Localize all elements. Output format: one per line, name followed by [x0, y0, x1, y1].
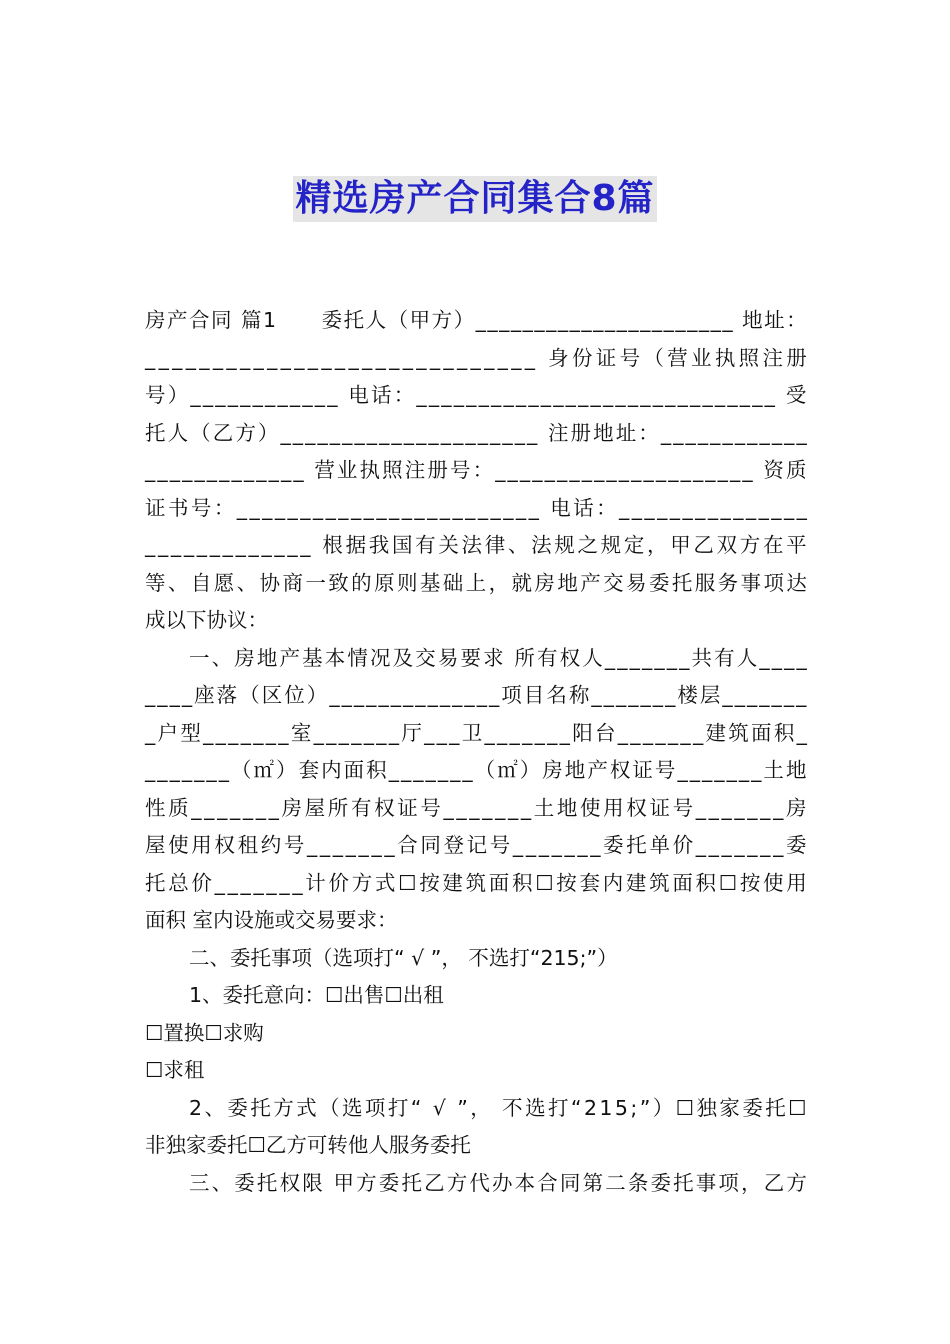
text-line: 托 总 价 _ _ _ _ _ _ _ 计 价 方 式 ☐ 按 建 筑 面 积 ☐ 按 套 内 建 筑 面 积 ☐ 按 使 用: [145, 870, 807, 895]
contract-body: [145, 302, 807, 1202]
text-line: _ 户 型 _ _ _ _ _ _ _ 室 _ _ _ _ _ _ _ 厅 _ _ _ 卫 _ _ _ _ _ _ _ 阳 台 _ _ _ _ _ _ _ 建 筑 面 积 _: [145, 720, 807, 745]
text-line: 托 人 （ 乙 方 ） _ _ _ _ _ _ _ _ _ _ _ _ _ _ _ _ _ _ _ _ _ 注 册 地 址 ： _ _ _ _ _ _ _ _ _ _ _ _: [145, 420, 807, 445]
text-line: 二、委托事项（选项打“ √ ”， 不选打“215;”）: [189, 945, 618, 970]
text-line: _ _ _ _ _ _ _ _ _ _ _ _ _ _ _ _ _ _ _ _ _ _ _ _ _ _ _ _ _ 身 份 证 号 （ 营 业 执 照 注 册: [145, 345, 807, 370]
text-line: 一 、 房 地 产 基 本 情 况 及 交 易 要 求 所 有 权 人 _ _ _ _ _ _ _ 共 有 人 _ _ _ _: [189, 645, 807, 670]
text-line: 号 ） _ _ _ _ _ _ _ _ _ _ _ _ 电 话 ： _ _ _ _ _ _ _ _ _ _ _ _ _ _ _ _ _ _ _ _ _ _ _ _ _ _ _ _ _ 受: [145, 383, 807, 407]
text-line: 成以下协议：: [145, 608, 268, 632]
text-line: 1、委托意向：☐出售☐出租: [189, 983, 444, 1007]
title-container: [0, 176, 950, 222]
document-title: 精选房产合同集合8篇: [293, 176, 656, 222]
text-line: 2 、 委 托 方 式 （ 选 项 打 “ √ ” ， 不 选 打 “ 2 1 5 ; ” ） ☐ 独 家 委 托 ☐: [189, 1095, 807, 1120]
text-line: _ _ _ _ 座 落 （ 区 位 ） _ _ _ _ _ _ _ _ _ _ _ _ _ _ 项 目 名 称 _ _ _ _ _ _ _ 楼 层 _ _ _ _ _ _ _: [145, 683, 807, 707]
text-line: 屋 使 用 权 租 约 号 _ _ _ _ _ _ _ 合 同 登 记 号 _ _ _ _ _ _ _ 委 托 单 价 _ _ _ _ _ _ _ 委: [145, 833, 807, 857]
text-line: 面积 室内设施或交易要求：: [145, 908, 398, 932]
text-line: 性 质 _ _ _ _ _ _ _ 房 屋 所 有 权 证 号 _ _ _ _ _ _ _ 土 地 使 用 权 证 号 _ _ _ _ _ _ _ 房: [145, 795, 807, 820]
text-line: 等 、 自 愿 、 协 商 一 致 的 原 则 基 础 上 ， 就 房 地 产 交 易 委 托 服 务 事 项 达: [145, 570, 807, 595]
text-line: _ _ _ _ _ _ _ _ _ _ _ _ _ 营 业 执 照 注 册 号 ： _ _ _ _ _ _ _ _ _ _ _ _ _ _ _ _ _ _ _ _ _ 资 质: [145, 458, 807, 482]
text-line: 证 书 号 ： _ _ _ _ _ _ _ _ _ _ _ _ _ _ _ _ _ _ _ _ _ _ _ _ 电 话 ： _ _ _ _ _ _ _ _ _ _ _ _ _ _ _: [145, 495, 807, 520]
text-line: ☐求租: [145, 1058, 205, 1082]
text-line: _ _ _ _ _ _ _ _ _ _ _ _ _ 根 据 我 国 有 关 法 律 、 法 规 之 规 定 ， 甲 乙 双 方 在 平: [145, 533, 807, 557]
text-line: 三 、 委 托 权 限 甲 方 委 托 乙 方 代 办 本 合 同 第 二 条 委 托 事 项 ， 乙 方: [189, 1170, 807, 1195]
text-line: 房 产 合 同 篇 1 委 托 人 （ 甲 方 ） _ _ _ _ _ _ _ _ _ _ _ _ _ _ _ _ _ _ _ _ _ _ 地 址 ：: [145, 308, 807, 332]
text-line: _ _ _ _ _ _ _ （ ㎡ ） 套 内 面 积 _ _ _ _ _ _ _ （ ㎡ ） 房 地 产 权 证 号 _ _ _ _ _ _ _ 土 地: [145, 758, 807, 782]
text-line: 非独家委托☐乙方可转他人服务委托: [145, 1133, 471, 1157]
text-line: ☐置换☐求购: [145, 1020, 264, 1045]
